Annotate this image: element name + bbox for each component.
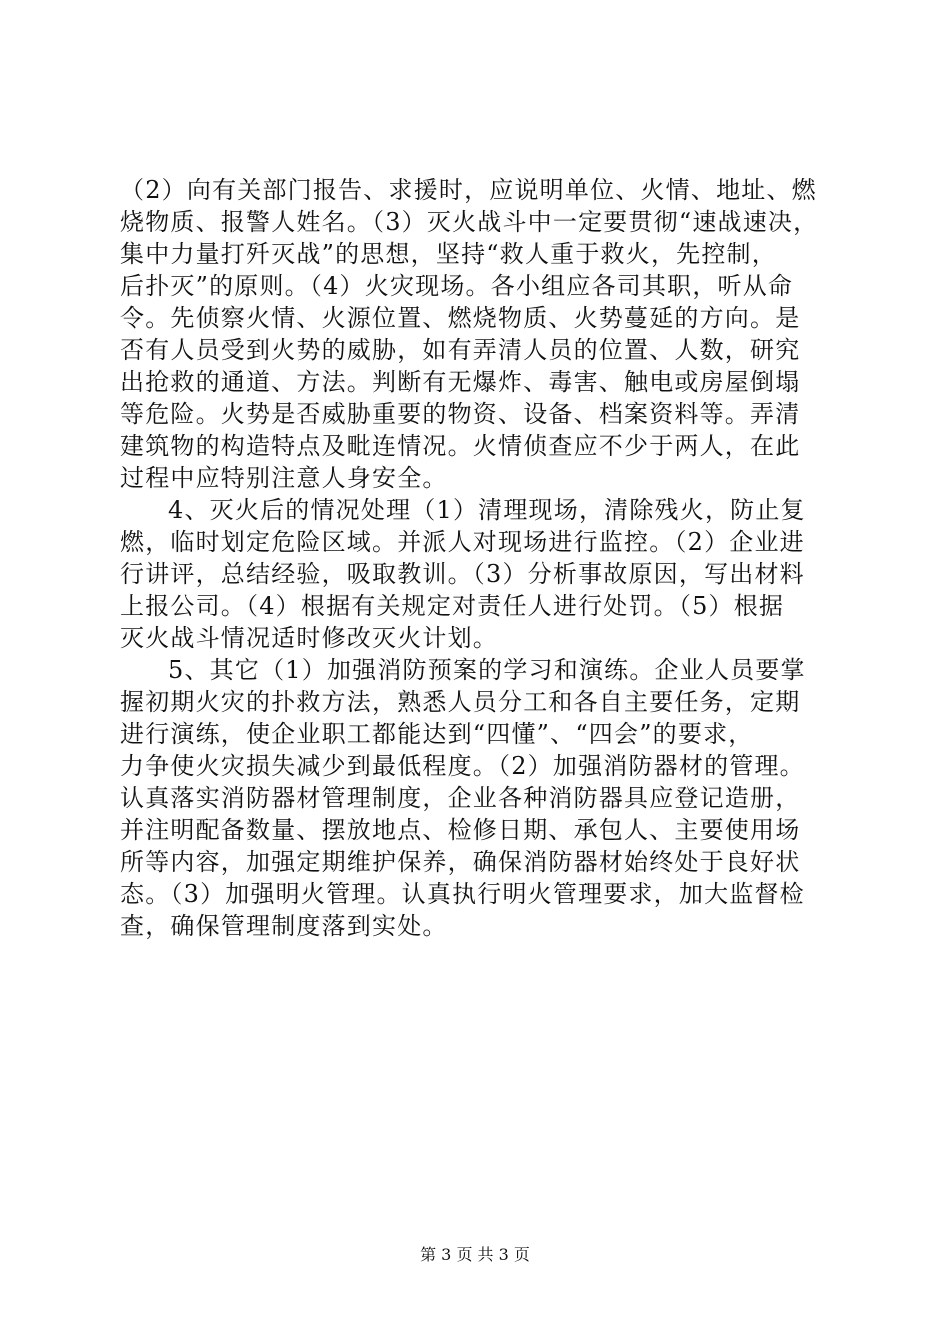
text-line: 握初期火灾的扑救方法，熟悉人员分工和各自主要任务，定期	[120, 688, 801, 716]
text-line: 集中力量打歼灭战”的思想，坚持“救人重于救火，先控制，	[120, 240, 777, 268]
paragraph-start-line: 4、灭火后的情况处理（1）清理现场，清除残火，防止复	[168, 496, 806, 524]
text-line: 过程中应特别注意人身安全。	[120, 464, 448, 492]
text-line: 灭火战斗情况适时修改灭火计划。	[120, 624, 498, 652]
body-text	[120, 174, 840, 942]
text-line: 后扑灭”的原则。（4）火灾现场。各小组应各司其职，听从命	[120, 272, 794, 300]
text-line: 力争使火灾损失减少到最低程度。（2）加强消防器材的管理。	[120, 752, 805, 780]
text-line: （2）向有关部门报告、求援时，应说明单位、火情、地址、燃	[120, 176, 817, 204]
text-line: 行讲评，总结经验，吸取教训。（3）分析事故原因，写出材料	[120, 560, 805, 588]
text-line: 等危险。火势是否威胁重要的物资、设备、档案资料等。弄清	[120, 400, 801, 428]
text-line: 所等内容，加强定期维护保养，确保消防器材始终处于良好状	[120, 848, 801, 876]
text-line: 查，确保管理制度落到实处。	[120, 912, 448, 940]
text-line: 态。（3）加强明火管理。认真执行明火管理要求，加大监督检	[120, 880, 805, 908]
page-number-footer: 第 3 页 共 3 页	[420, 1245, 530, 1264]
text-line: 令。先侦察火情、火源位置、燃烧物质、火势蔓延的方向。是	[120, 304, 801, 332]
text-line: 认真落实消防器材管理制度，企业各种消防器具应登记造册，	[120, 784, 801, 812]
text-line: 进行演练，使企业职工都能达到“四懂”、“四会”的要求，	[120, 720, 754, 748]
paragraph-start-line: 5、其它（1）加强消防预案的学习和演练。企业人员要掌	[168, 656, 806, 684]
text-line: 建筑物的构造特点及毗连情况。火情侦查应不少于两人，在此	[120, 432, 801, 460]
text-line: 上报公司。（4）根据有关规定对责任人进行处罚。（5）根据	[120, 592, 785, 620]
text-line: 否有人员受到火势的威胁，如有弄清人员的位置、人数，研究	[120, 336, 801, 364]
text-line: 并注明配备数量、摆放地点、检修日期、承包人、主要使用场	[120, 816, 801, 844]
text-line: 出抢救的通道、方法。判断有无爆炸、毒害、触电或房屋倒塌	[120, 368, 801, 396]
text-line: 燃，临时划定危险区域。并派人对现场进行监控。（2）企业进	[120, 528, 805, 556]
text-line: 烧物质、报警人姓名。（3）灭火战斗中一定要贯彻“速战速决，	[120, 208, 819, 236]
